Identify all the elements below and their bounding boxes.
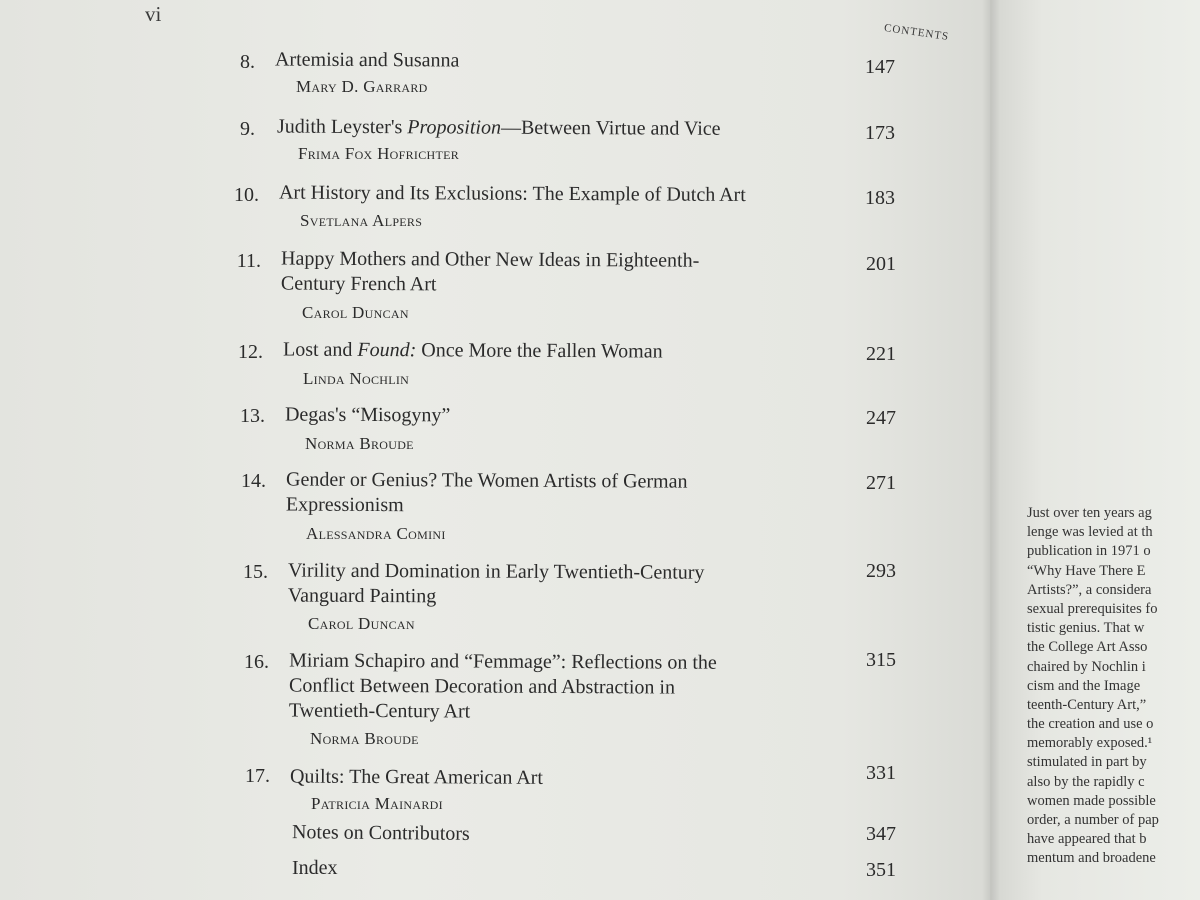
- entry-number: 15.: [243, 561, 268, 583]
- entry-page-number: 271: [866, 472, 896, 494]
- text-line: sexual prerequisites fo: [1027, 600, 1158, 617]
- entry-title: Degas's “Misogyny”: [284, 403, 451, 427]
- entry-title: Judith Leyster's Proposition—Between Virtue and Vice: [276, 115, 721, 140]
- entry-number: 12.: [238, 341, 263, 363]
- text-line: have appeared that b: [1027, 831, 1147, 848]
- entry-page-number: 201: [866, 253, 896, 275]
- text-line: stimulated in part by: [1027, 754, 1147, 771]
- entry-number: 8.: [240, 51, 255, 73]
- text-line: Just over ten years ag: [1027, 505, 1152, 521]
- entry-page-number: 351: [866, 859, 896, 881]
- text-line: Artists?”, a considera: [1027, 581, 1152, 598]
- entry-number: 17.: [245, 765, 270, 787]
- entry-title: Art History and Its Exclusions: The Example of Dutch Art: [278, 181, 746, 206]
- text-line: the creation and use o: [1027, 716, 1154, 733]
- entry-title: Miriam Schapiro and “Femmage”: Reflections on the Conflict Between Decoration and Abstraction in Twentieth-Century Art: [288, 649, 717, 723]
- entry-author: Linda Nochlin: [303, 369, 410, 388]
- entry-title: Lost and Found: Once More the Fallen Woman: [282, 338, 663, 363]
- entry-number: 14.: [241, 470, 266, 492]
- text-line: memorably exposed.¹: [1027, 735, 1153, 752]
- entry-number: 10.: [234, 184, 259, 206]
- entry-author: Carol Duncan: [302, 303, 409, 322]
- entry-page-number: 221: [866, 343, 896, 365]
- entry-author: Frima Fox Hofrichter: [298, 144, 460, 163]
- text-line: order, a number of pap: [1027, 812, 1159, 828]
- text-line: the College Art Asso: [1027, 639, 1148, 656]
- text-line: chaired by Nochlin i: [1027, 658, 1146, 675]
- entry-number: 16.: [244, 651, 269, 673]
- running-head: CONTENTS: [883, 22, 950, 43]
- entry-page-number: 247: [866, 407, 896, 429]
- entry-title: Artemisia and Susanna: [274, 48, 460, 72]
- entry-title: Happy Mothers and Other New Ideas in Eighteenth- Century French Art: [280, 247, 700, 296]
- entry-title: Gender or Genius? The Women Artists of German Expressionism: [285, 468, 688, 517]
- entry-page-number: 173: [865, 122, 895, 144]
- entry-page-number: 331: [866, 762, 896, 784]
- entry-author: Patricia Mainardi: [311, 794, 443, 813]
- entry-author: Alessandra Comini: [306, 524, 446, 543]
- text-line: also by the rapidly c: [1027, 773, 1145, 790]
- text-line: cism and the Image: [1027, 677, 1141, 694]
- entry-page-number: 147: [865, 56, 895, 78]
- text-line: “Why Have There E: [1027, 562, 1146, 579]
- entry-page-number: 315: [866, 649, 896, 671]
- notes-on-contributors-title: Notes on Contributors: [291, 821, 470, 845]
- text-line: women made possible: [1027, 792, 1156, 809]
- page-number: vi: [145, 2, 162, 26]
- entry-page-number: 183: [865, 187, 895, 209]
- text-line: teenth-Century Art,”: [1027, 696, 1147, 713]
- entry-title: Virility and Domination in Early Twentieth-Century Vanguard Painting: [287, 559, 705, 608]
- entry-author: Norma Broude: [310, 729, 419, 748]
- entry-number: 13.: [240, 405, 265, 427]
- text-line: lenge was levied at th: [1027, 524, 1153, 541]
- text-line: publication in 1971 o: [1027, 543, 1151, 560]
- entry-author: Svetlana Alpers: [300, 211, 423, 230]
- text-line: tistic genius. That w: [1027, 620, 1145, 637]
- facing-page-text: [1027, 504, 1200, 869]
- entry-author: Mary D. Garrard: [296, 77, 428, 96]
- entry-number: 11.: [236, 250, 261, 272]
- entry-title: Quilts: The Great American Art: [289, 765, 543, 789]
- index-title: Index: [292, 857, 338, 879]
- entry-number: 9.: [240, 118, 255, 140]
- text-line: mentum and broadene: [1027, 850, 1156, 867]
- book-gutter: [982, 0, 1000, 900]
- entry-author: Carol Duncan: [308, 614, 415, 633]
- entry-page-number: 347: [866, 823, 896, 845]
- entry-author: Norma Broude: [305, 434, 414, 453]
- entry-page-number: 293: [866, 560, 896, 582]
